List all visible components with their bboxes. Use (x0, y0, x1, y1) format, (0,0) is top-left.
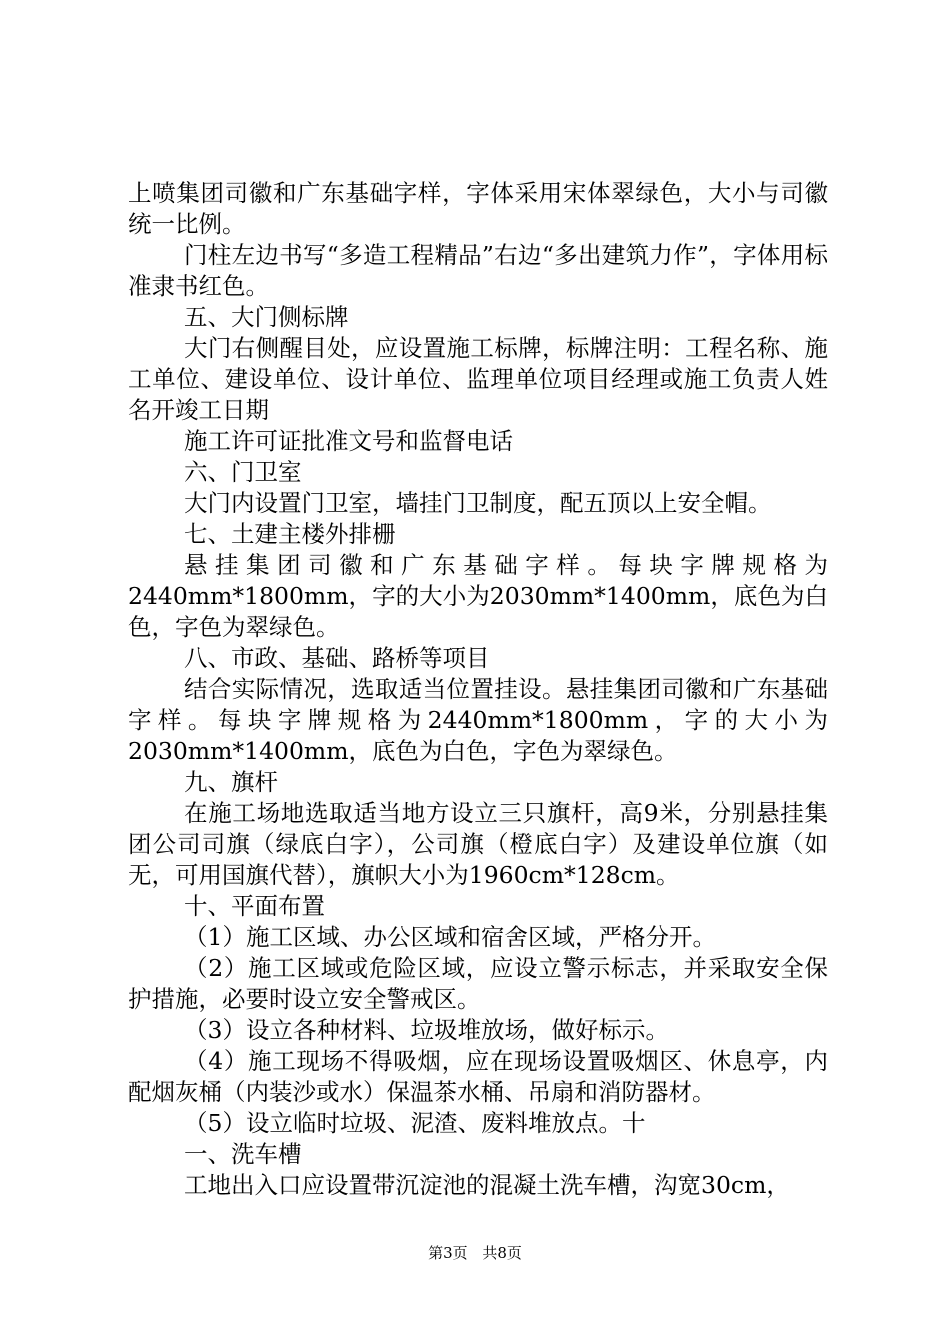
list-item: （5）设立临时垃圾、泥渣、废料堆放点。十 (184, 1109, 646, 1137)
body-text (128, 178, 828, 1201)
paragraph: 大门内设置门卫室，墙挂门卫制度，配五顶以上安全帽。 (184, 489, 772, 517)
paragraph: 上喷集团司徽和广东基础字样，字体采用宋体翠绿色，大小与司徽统一比例。 (128, 179, 828, 238)
paragraph: 工地出入口应设置带沉淀池的混凝土洗车槽，沟宽30cm， (184, 1171, 790, 1199)
list-item: （3）设立各种材料、垃圾堆放场，做好标示。 (184, 1016, 669, 1044)
section-heading: 七、土建主楼外排栅 (184, 520, 396, 548)
page-footer (0, 1242, 950, 1263)
paragraph: 结合实际情况，选取适当位置挂设。悬挂集团司徽和广东基础字样。每块字牌规格为2440mm*1800mm，字的大小为2030mm*1400mm，底色为白色，字色为翠绿色。 (128, 675, 828, 765)
paragraph: 悬挂集团司徽和广东基础字样。每块字牌规格为2440mm*1800mm，字的大小为2030mm*1400mm，底色为白色，字色为翠绿色。 (128, 551, 828, 641)
list-item: （4）施工现场不得吸烟，应在现场设置吸烟区、休息亭，内配烟灰桶（内装沙或水）保温茶水桶、吊扇和消防器材。 (128, 1047, 828, 1106)
section-heading: 十、平面布置 (184, 892, 325, 920)
page-number: 第3页 (428, 1244, 468, 1262)
section-heading: 九、旗杆 (184, 768, 278, 796)
section-heading: 五、大门侧标牌 (184, 303, 349, 331)
paragraph: 在施工场地选取适当地方设立三只旗杆，高9米，分别悬挂集团公司司旗（绿底白字），公司旗（橙底白字）及建设单位旗（如无，可用国旗代替），旗帜大小为1960cm*128cm。 (128, 799, 828, 889)
list-item: （1）施工区域、办公区域和宿舍区域，严格分开。 (184, 923, 716, 951)
paragraph: 施工许可证批准文号和监督电话 (184, 427, 513, 455)
section-heading: 八、市政、基础、路桥等项目 (184, 644, 490, 672)
paragraph: 门柱左边书写“多造工程精品”右边“多出建筑力作”，字体用标准隶书红色。 (128, 241, 828, 300)
section-heading: 一、洗车槽 (184, 1140, 302, 1168)
paragraph: 大门右侧醒目处，应设置施工标牌，标牌注明：工程名称、施工单位、建设单位、设计单位、监理单位项目经理或施工负责人姓名开竣工日期 (128, 334, 828, 424)
section-heading: 六、门卫室 (184, 458, 302, 486)
list-item: （2）施工区域或危险区域，应设立警示标志，并采取安全保护措施，必要时设立安全警戒区。 (128, 954, 828, 1013)
page-total: 共8页 (482, 1244, 522, 1262)
